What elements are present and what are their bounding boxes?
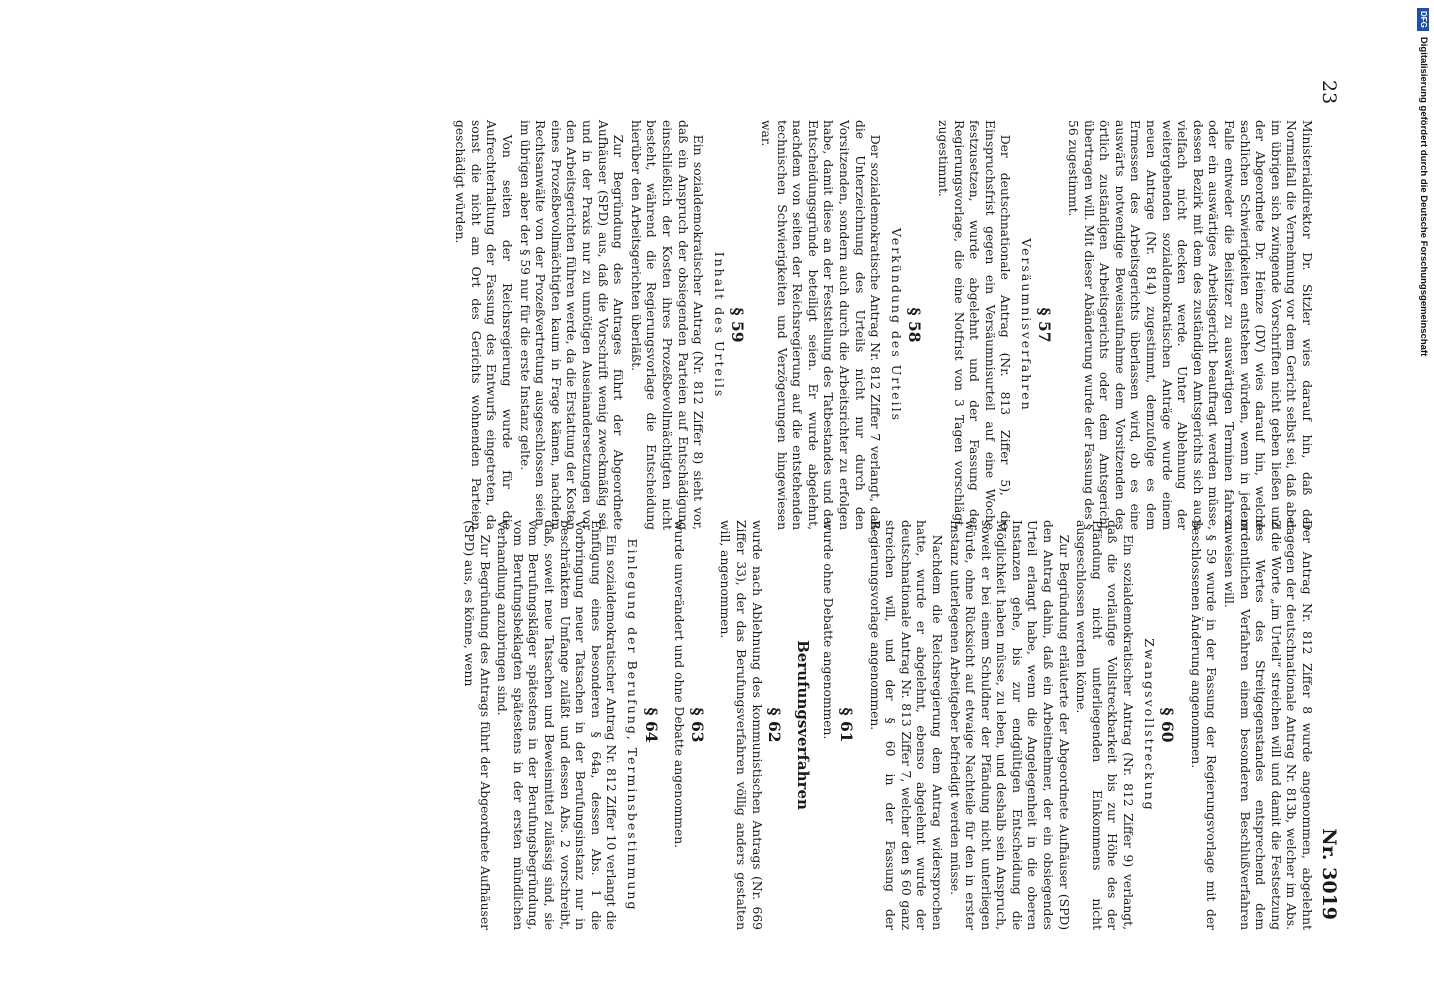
- paragraph: Ein sozialdemokratischer Antrag (Nr. 812 Ziffer 8) sieht vor, daß ein Anspruch der obsiegenden Parteien auf Entschädigung einschließlich der Kosten ihres Prozeßbevollmächtigten nicht besteht, während die Regierungsvorlage die Entscheidung hierüber den Arbeitsgerichten überläßt.: [628, 120, 706, 530]
- paragraph: Zur Begründung des Antrages führt der Abgeordnete Aufhäuser (SPD) aus, daß die Vorschrift wenig zweckmäßig sei und in der Praxis nur zu unnötigen Auseinandersetzungen vor den Arbeitsgerichten führen werde, da die Erstattung der Kosten eines Prozeßbevollmächtigten kaum in Frage kämen, nachdem Rechtsanwälte von der Prozeßvertretung ausgeschlossen seien, im übrigen aber der § 59 nur für die erste Instanz gelte.: [517, 120, 626, 530]
- digitization-credit: [1416, 8, 1430, 992]
- section-57-subtitle: Versäumnisverfahren: [1018, 238, 1034, 412]
- left-column: [450, 120, 1314, 530]
- section-58-title: § 58: [905, 307, 925, 343]
- page-content: [134, 0, 1434, 1000]
- section-60-subtitle: Zwangsvollstreckung: [1141, 638, 1157, 812]
- section-58-subtitle: Verkündung des Urteils: [888, 227, 904, 423]
- section-64-title: § 64: [641, 707, 661, 743]
- section-59-title: § 59: [728, 307, 748, 343]
- right-column: [459, 520, 1315, 930]
- section-60-title: § 60: [1158, 707, 1178, 743]
- document-number: Nr. 3019: [1318, 828, 1340, 920]
- paragraph: Ministerialdirektor Dr. Sitzler wies darauf hin, daß der Normalfall die Vernehmung vor dem Gericht selbst sei, daß aber im übrigen sich zwingende Vorschriften nicht geben ließen und der Abgeordnete Dr. Heinze (DV) wies darauf hin, welche sachlichen Schwierigkeiten entstehen würden, wenn in jedem Falle entweder die Beisitzer zu auswärtigen Terminen fahren oder ein auswärtiges Arbeitsgericht beauftragt werden müsse, dessen Bezirk mit dem des zuständigen Amtsgerichts sich auch vielfach nicht decken werde. Unter Ablehnung der weitergehenden sozialdemokratischen Anträge wurde einem neuen Antrage (Nr. 814) zugestimmt, demzufolge es dem Ermessen des Arbeitsgerichts überlassen wird, ob es eine auswärts notwendige Beweisaufnahme dem Vorsitzenden des örtlich zuständigen Arbeitsgerichts oder dem Amtsgericht übertragen will. Mit dieser Abänderung wurde der Fassung des § 56 zugestimmt.: [1066, 120, 1314, 530]
- page-number: 23: [1318, 80, 1340, 105]
- section-63-title: § 63: [687, 707, 707, 743]
- chapter-heading: Berufungsverfahren: [793, 640, 812, 810]
- paragraph: Zur Begründung erläuterte der Abgeordnete Aufhäuser (SPD) den Antrag dahin, daß ein Arbeitnehmer, der ein obsiegendes Urteil erlangt habe, wenn die Angelegenheit in die oberen Instanzen gehe, bis zur endgültigen Entscheidung die Möglichkeit haben müsse, zu leben, und deshalb sein Anspruch, soweit er bei einem Schuldner der Pfändung nicht unterliegen würde, ohne Rücksicht auf etwaige Nachteile für den in erster Instanz unterlegenen Arbeitgeber befriedigt werden müsse.: [947, 520, 1071, 930]
- section-59-subtitle: Inhalt des Urteils: [711, 251, 727, 399]
- paragraph: Der deutschnationale Antrag (Nr. 813 Ziffer 5), die Einspruchsfrist gegen ein Versäumnisurteil auf eine Woche festzusetzen, wurde abgelehnt und der Fassung der Regierungsvorlage, die eine Notfrist von 3 Tagen vorschlägt, zugestimmt.: [935, 120, 1013, 530]
- paragraph: Der sozialdemokratische Antrag Nr. 812 Ziffer 7 verlangt, daß die Unterzeichnung des Urteils nicht nur durch den Vorsitzenden, sondern auch durch die Arbeitsrichter zu erfolgen habe, damit diese an der Feststellung des Tatbestandes und der Entscheidungsgründe beteiligt seien. Er wurde abgelehnt, nachdem von seiten der Reichsregierung auf die entstehenden technischen Schwierigkeiten und Verzögerungen hingewiesen war.: [759, 120, 883, 530]
- paragraph: Nachdem die Reichsregierung dem Antrag widersprochen hatte, wurde er abgelehnt, ebenso abgelehnt wurde der deutschnationale Antrag Nr. 813 Ziffer 7, welcher den § 60 ganz streichen will, und der § 60 in der Fassung der Regierungsvorlage angenommen.: [867, 520, 944, 930]
- credit-line: [1416, 8, 1430, 992]
- section-61-title: § 61: [836, 707, 856, 743]
- dfg-logo-badge: DFG: [1417, 8, 1429, 31]
- paragraph: Ein sozialdemokratischer Antrag (Nr. 812 Ziffer 9) verlangt, daß die vorläufige Vollstreckbarkeit bis zur Höhe des der Pfändung nicht unterliegenden Einkommens nicht ausgeschlossen werden könne.: [1074, 520, 1136, 930]
- paragraph: Der Antrag Nr. 812 Ziffer 8 wurde angenommen, abgelehnt dagegen der deutschnationale Antrag Nr. 813b, welcher im Abs. 2 die Worte „im Urteil“ streichen will und damit die Festsetzung des Wertes des Streitgegenstandes entsprechend dem ordentlichen Verfahren einem besonderen Beschlußverfahren zuweisen will.: [1222, 520, 1314, 930]
- paragraph: Von seiten der Reichsregierung wurde für die Aufrechterhaltung der Fassung des Entwurfs eingetreten, da sonst die nicht am Ort des Gerichts wohnenden Parteien geschädigt würden.: [453, 120, 515, 530]
- paragraph: Zur Begründung des Antrags führt der Abgeordnete Aufhäuser (SPD) aus, es könne, wenn: [462, 520, 492, 930]
- paragraph: wurde unverändert und ohne Debatte angenommen.: [672, 520, 687, 849]
- paragraph: wurde ohne Debatte angenommen.: [821, 520, 836, 740]
- paragraph: wurde nach Ablehnung des kommunistischen Antrags (Nr. 669 Ziffer 33), der das Berufungsverfahren völlig anders gestalten will, angenommen.: [718, 520, 764, 930]
- section-57-title: § 57: [1035, 307, 1055, 343]
- credit-text: Digitalisierung gefördert durch die Deutsche Forschungsgemeinschaft: [1418, 36, 1429, 357]
- paragraph: § 59 wurde in der Fassung der Regierungsvorlage mit der beschlossenen Änderung angenommen.: [1188, 520, 1219, 930]
- section-62-title: § 62: [765, 707, 785, 743]
- paragraph: Ein sozialdemokratischer Antrag Nr. 812 Ziffer 10 verlangt die Einfügung eines besonderen § 64a, dessen Abs. 1 die Vorbringung neuer Tatsachen in der Berufungsinstanz nur in beschränktem Umfange zuläßt und dessen Abs. 2 vorschreibt, daß, soweit neue Tatsachen und Beweismittel zulässig sind, sie vom Berufungskläger spätestens in der Berufungsbegründung, vom Berufungsbeklagten spätestens in der ersten mündlichen Verhandlung anzubringen sind.: [495, 520, 619, 930]
- section-64-subtitle: Einlegung der Berufung, Terminsbestimmung: [625, 538, 641, 912]
